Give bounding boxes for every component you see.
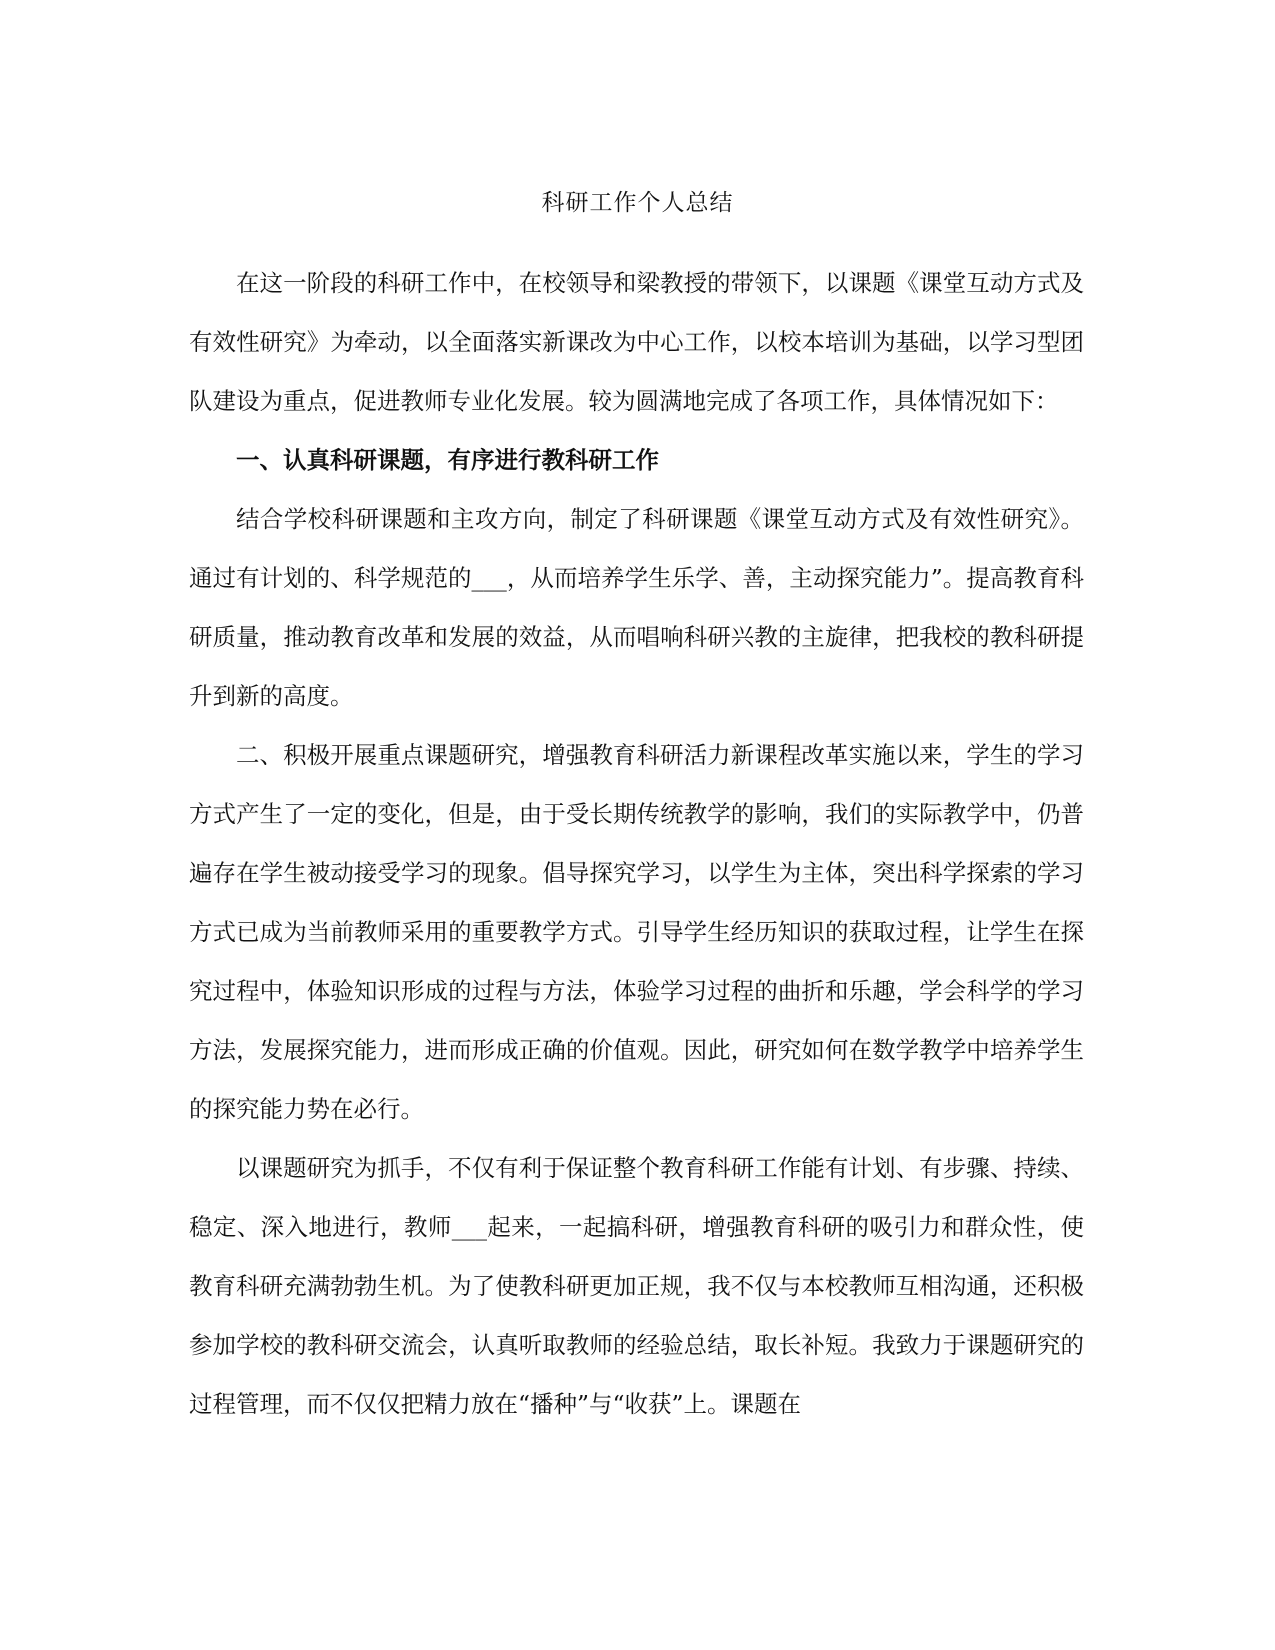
section-heading-1: 一、认真科研课题，有序进行教科研工作 — [236, 446, 659, 474]
document-title: 科研工作个人总结 — [541, 190, 734, 216]
paragraph-section-2-cont: 以课题研究为抓手，不仅有利于保证整个教育科研工作能有计划、有步骤、持续、稳定、深入地进行，教师___起来，一起搞科研，增强教育科研的吸引力和群众性，使教育科研充满勃勃生机。为了使教科研更加正规，我不仅与本校教师互相沟通，还积极参加学校的教科研交流会，认真听取教师的经验总结，取长补短。我致力于课题研究的过程管理，而不仅仅把精力放在“播种”与“收获”上。课题在 — [189, 1154, 1084, 1418]
paragraph-section-2: 二、积极开展重点课题研究，增强教育科研活力新课程改革实施以来，学生的学习方式产生了一定的变化，但是，由于受长期传统教学的影响，我们的实际教学中，仍普遍存在学生被动接受学习的现象。倡导探究学习，以学生为主体，突出科学探索的学习方式已成为当前教师采用的重要教学方式。引导学生经历知识的获取过程，让学生在探究过程中，体验知识形成的过程与方法，体验学习过程的曲折和乐趣，学会科学的学习方法，发展探究能力，进而形成正确的价值观。因此，研究如何在数学教学中培养学生的探究能力势在必行。 — [189, 741, 1084, 1123]
paragraph-section-1: 结合学校科研课题和主攻方向，制定了科研课题《课堂互动方式及有效性研究》。通过有计划的、科学规范的___，从而培养学生乐学、善，主动探究能力”。提高教育科研质量，推动教育改革和发展的效益，从而唱响科研兴教的主旋律，把我校的教科研提升到新的高度。 — [189, 505, 1084, 710]
document-body — [189, 254, 1084, 1434]
paragraph-intro: 在这一阶段的科研工作中，在校领导和梁教授的带领下，以课题《课堂互动方式及有效性研究》为牵动，以全面落实新课改为中心工作，以校本培训为基础，以学习型团队建设为重点，促进教师专业化发展。较为圆满地完成了各项工作，具体情况如下： — [189, 269, 1084, 415]
